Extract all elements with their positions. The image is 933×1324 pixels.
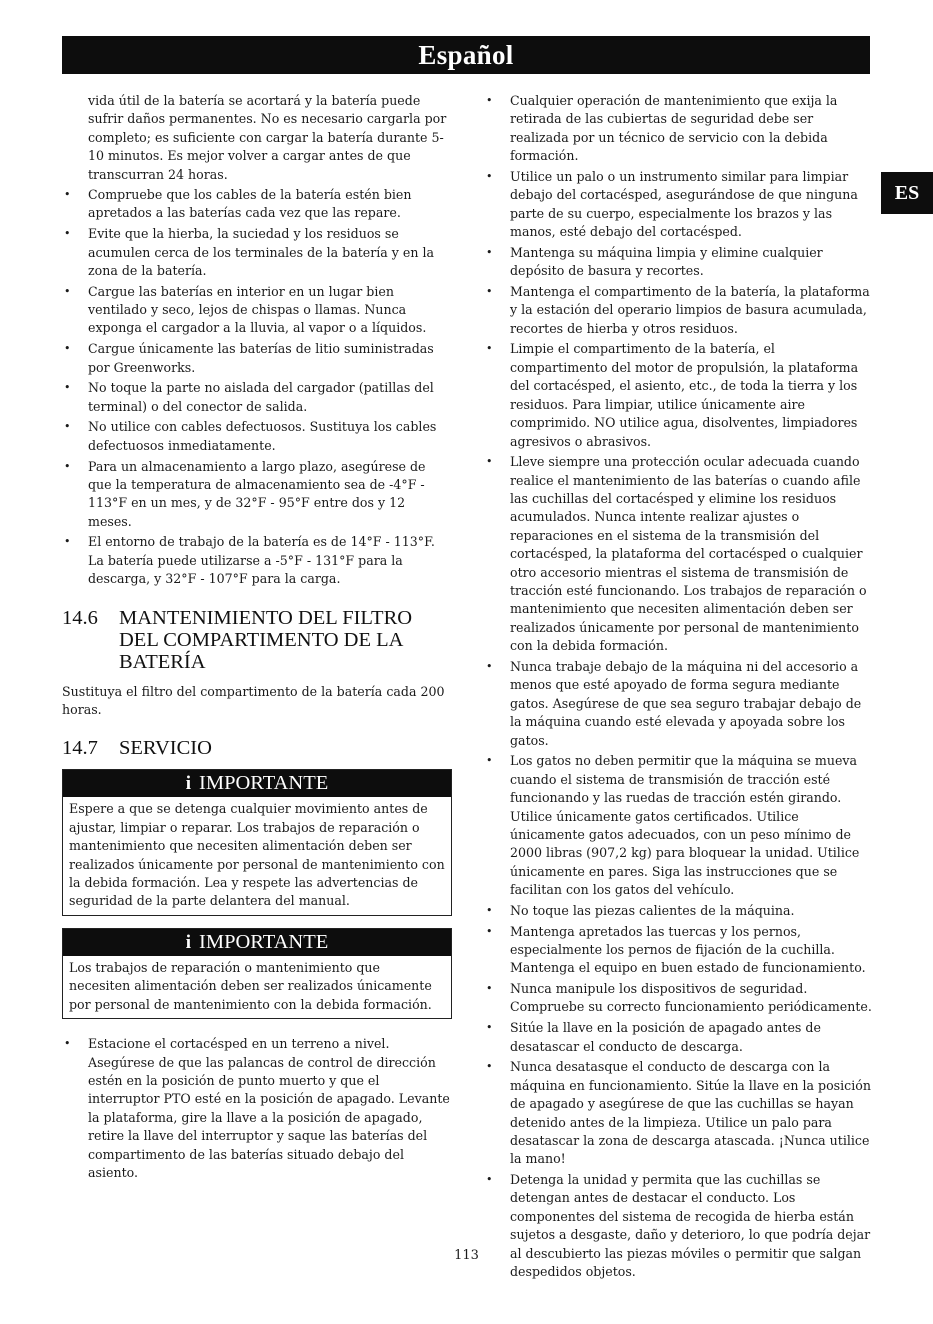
list-item: • Mantenga el compartimento de la batería, la plataforma y la estación del operario limpios de basura acumulada, recortes de hierba y otros residuos. [484,283,872,338]
list-item: • Limpie el compartimento de la batería, el compartimento del motor de propulsión, la plataforma del cortacésped, el asiento, etc., de toda la tierra y los residuos. Para limpiar, utilice únicamente aire comprimido. NO utilice agua, disolventes, limpiadores agresivos o abrasivos. [484,340,872,450]
important-notice [62,928,452,1019]
important-notice [62,769,452,915]
notice-body: Espere a que se detenga cualquier movimiento antes de ajustar, limpiar o reparar. Los trabajos de reparación o mantenimiento que necesiten alimentación deben ser realizados únicamente por personal de mantenimiento con la debida formación. Lea y respete las advertencias de seguridad de la parte delantera del manual. [69,801,445,909]
right-column [484,92,872,1284]
section-title: MANTENIMIENTO DEL FILTRO DEL COMPARTIMENTO DE LA BATERÍA [119,606,413,673]
list-item: • Cargue únicamente las baterías de litio suministradas por Greenworks. [62,340,452,377]
section-title: SERVICIO [119,737,212,760]
list-item: • Nunca trabaje debajo de la máquina ni del accesorio a menos que esté apoyado de forma segura mediante gatos. Asegúrese de que sea seguro trabajar debajo de la máquina cuando esté elevada y apoyada sobre los gatos. [484,658,872,750]
page-number: 113 [454,1248,479,1263]
info-icon: i [185,773,192,795]
list-item: • No toque las piezas calientes de la máquina. [484,902,872,920]
list-item: • Nunca desatasque el conducto de descarga con la máquina en funcionamiento. Sitúe la llave en la posición de apagado y asegúrese de que las cuchillas se hayan detenido antes de la limpieza. Utilice un palo para desatascar la zona de descarga atascada. ¡Nunca utilice la mano! [484,1058,872,1168]
list-item: • Cargue las baterías en interior en un lugar bien ventilado y seco, lejos de chispas o llamas. Nunca exponga el cargador a la lluvia, al vapor o a líquidos. [62,283,452,338]
list-item: • Nunca manipule los dispositivos de seguridad. Compruebe su correcto funcionamiento periódicamente. [484,980,872,1017]
section-number: 14.6 [62,606,98,629]
list-item: • Utilice un palo o un instrumento similar para limpiar debajo del cortacésped, asegurándose de que ninguna parte de su cuerpo, especialmente los brazos y las manos, esté debajo del cortacésped. [484,168,872,242]
continuation-paragraph: vida útil de la batería se acortará y la batería puede sufrir daños permanentes. No es necesario cargarla por completo; es suficiente con cargar la batería durante 5-10 minutos. Es mejor volver a cargar antes de que transcurran 24 horas. [88,93,447,182]
notice-title: IMPORTANTE [199,930,329,953]
section-heading-14-6 [62,607,452,673]
list-item: • Estacione el cortacésped en un terreno a nivel. Asegúrese de que las palancas de control de dirección estén en la posición de punto muerto y que el interruptor PTO esté en la posición de apagado. Levante la plataforma, gire la llave a la posición de apagado, retire la llave del interruptor y saque las baterías del compartimento de las baterías situado debajo del asiento. [62,1035,452,1182]
list-item: • Detenga la unidad y permita que las cuchillas se detengan antes de destacar el conducto. Los componentes del sistema de recogida de hierba están sujetos a desgaste, daño y deterioro, lo que podría dejar al descubierto las piezas móviles o permitir que salgan despedidos objetos. [484,1171,872,1281]
list-item: • Sitúe la llave en la posición de apagado antes de desatascar el conducto de descarga. [484,1019,872,1056]
service-bullet-list [62,1035,452,1182]
list-item: • No utilice con cables defectuosos. Sustituya los cables defectuosos inmediatamente. [62,418,452,455]
list-item: • Lleve siempre una protección ocular adecuada cuando realice el mantenimiento de las baterías o cuando afile las cuchillas del cortacésped y elimine los residuos acumulados. Nunca intente realizar ajustes o reparaciones en el sistema de la transmisión del cortacésped, la plataforma del cortacésped o cualquier otro accesorio mientras el sistema de transmisión de tracción esté funcionando. Los trabajos de reparación o mantenimiento que necesiten alimentación deben ser realizados únicamente por personal de mantenimiento con la debida formación. [484,453,872,655]
left-column [62,92,452,1185]
list-item: • Para un almacenamiento a largo plazo, asegúrese de que la temperatura de almacenamiento sea de -4°F - 113°F en un mes, y de 32°F - 95°F entre dos y 12 meses. [62,458,452,532]
list-item: • Mantenga apretados las tuercas y los pernos, especialmente los pernos de fijación de la cuchilla. Mantenga el equipo en buen estado de funcionamiento. [484,923,872,978]
maintenance-bullet-list [484,92,872,1281]
battery-bullet-list [62,186,452,589]
section-text: Sustituya el filtro del compartimento de la batería cada 200 horas. [62,683,445,718]
language-tab [881,172,933,214]
info-icon: i [185,931,192,953]
list-item: • El entorno de trabajo de la batería es de 14°F - 113°F. La batería puede utilizarse a -5°F - 131°F para la descarga, y 32°F - 107°F para la carga. [62,533,452,588]
list-item: • Cualquier operación de mantenimiento que exija la retirada de las cubiertas de seguridad debe ser realizada por un técnico de servicio con la debida formación. [484,92,872,166]
page-header [62,36,870,74]
notice-title: IMPORTANTE [199,772,329,795]
list-item: • Compruebe que los cables de la batería estén bien apretados a las baterías cada vez que las repare. [62,186,452,223]
notice-header [63,929,451,956]
notice-header [63,770,451,797]
language-tab-label: ES [894,182,920,204]
list-item: • No toque la parte no aislada del cargador (patillas del terminal) o del conector de salida. [62,379,452,416]
list-item: • Los gatos no deben permitir que la máquina se mueva cuando el sistema de transmisión de tracción esté funcionando y las ruedas de tracción estén girando. Utilice únicamente gatos certificados. Utilice únicamente gatos adecuados, con un peso mínimo de 2000 libras (907,2 kg) para bloquear la unidad. Utilice únicamente en pares. Siga las instrucciones que se facilitan con los gatos del vehículo. [484,752,872,899]
list-item: • Mantenga su máquina limpia y elimine cualquier depósito de basura y recortes. [484,244,872,281]
notice-body: Los trabajos de reparación o mantenimiento que necesiten alimentación deben ser realizados únicamente por personal de mantenimiento con la debida formación. [69,959,432,1012]
section-heading-14-7 [62,737,452,759]
section-number: 14.7 [62,737,98,760]
header-title: Español [418,40,514,70]
list-item: • Evite que la hierba, la suciedad y los residuos se acumulen cerca de los terminales de la batería y en la zona de la batería. [62,225,452,280]
